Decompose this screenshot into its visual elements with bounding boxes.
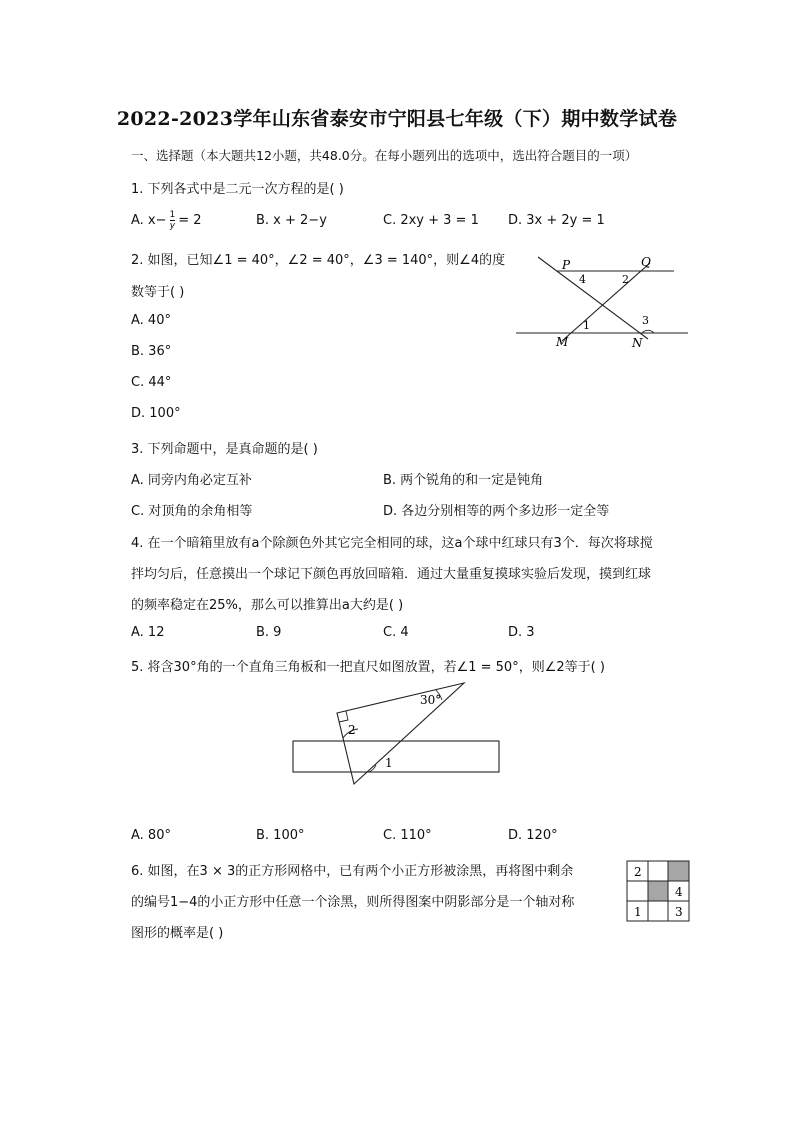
q3-option-a: A. 同旁内角必定互补 (131, 473, 252, 488)
label-30-degrees: 30° (420, 693, 442, 707)
q5-option-a: A. 80° (131, 828, 171, 843)
q3-stem: 3. 下列命题中，是真命题的是( ) (131, 442, 318, 457)
q4-option-a: A. 12 (131, 625, 165, 640)
label-angle1: 1 (385, 756, 393, 770)
q3-option-c: C. 对顶角的余角相等 (131, 504, 253, 519)
q4-option-d: D. 3 (508, 625, 535, 640)
label-m: M (556, 335, 569, 349)
q5-option-c: C. 110° (383, 828, 432, 843)
line-pn (538, 257, 648, 339)
q5-option-d: D. 120° (508, 828, 558, 843)
q1-option-d: D. 3x + 2y = 1 (508, 213, 605, 228)
grid-label-2: 2 (634, 865, 642, 879)
q6-grid-figure (626, 860, 692, 924)
q1-stem: 1. 下列各式中是二元一次方程的是( ) (131, 182, 344, 197)
label-p: P (562, 258, 571, 272)
q3-option-d: D. 各边分别相等的两个多边形一定全等 (383, 504, 610, 519)
label-angle1: 1 (583, 319, 590, 332)
grid-label-1: 1 (634, 905, 642, 919)
label-n: N (632, 336, 643, 350)
page-title: 2022-2023学年山东省泰安市宁阳县七年级（下）期中数学试卷 (116, 108, 678, 130)
q1-option-a (131, 210, 202, 231)
q5-figure-triangle-ruler (290, 678, 505, 788)
grid-label-4: 4 (675, 885, 683, 899)
q1-option-b: B. x + 2−y (256, 213, 327, 228)
q1-fraction-denominator: y (169, 221, 176, 231)
q1-option-a-suffix: = 2 (178, 213, 202, 228)
q2-figure-parallel-lines (512, 250, 692, 350)
q6-line3: 图形的概率是( ) (131, 926, 224, 941)
q6-line1: 6. 如图，在3 × 3的正方形网格中，已有两个小正方形被涂黑，再将图中剩余 (131, 864, 574, 879)
shaded-cell-top-right (668, 861, 689, 881)
q2-option-c: C. 44° (131, 375, 172, 390)
q1-option-a-fraction (170, 210, 176, 231)
q6-line2: 的编号1−4的小正方形中任意一个涂黑，则所得图案中阴影部分是一个轴对称 (131, 895, 575, 910)
q4-option-b: B. 9 (256, 625, 282, 640)
q5-stem: 5. 将含30°角的一个直角三角板和一把直尺如图放置，若∠1 = 50°，则∠2等于( ) (131, 660, 605, 675)
q2-stem-line1: 2. 如图，已知∠1 = 40°，∠2 = 40°，∠3 = 140°，则∠4的度 (131, 253, 506, 268)
label-angle4: 4 (579, 273, 586, 286)
q1-fraction-numerator: 1 (169, 210, 176, 220)
line-qm (562, 263, 650, 341)
grid-label-3: 3 (675, 905, 683, 919)
label-angle3: 3 (642, 314, 649, 327)
q4-line2: 拌均匀后，任意摸出一个球记下颜色再放回暗箱．通过大量重复摸球实验后发现，摸到红球 (131, 567, 652, 582)
shaded-cell-center (648, 881, 668, 901)
q4-line3: 的频率稳定在25%，那么可以推算出a大约是( ) (131, 598, 404, 613)
angle1-arc (369, 765, 376, 772)
q1-option-a-prefix: A. x− (131, 213, 167, 228)
section-heading: 一、选择题（本大题共12小题，共48.0分。在每小题列出的选项中，选出符合题目的一项） (131, 148, 638, 163)
label-q: Q (641, 255, 651, 269)
label-angle2: 2 (348, 723, 356, 737)
q2-option-a: A. 40° (131, 313, 171, 328)
q4-line1: 4. 在一个暗箱里放有a个除颜色外其它完全相同的球，这a个球中红球只有3个．每次将球搅 (131, 536, 653, 551)
q4-option-c: C. 4 (383, 625, 409, 640)
q2-stem-line2: 数等于( ) (131, 285, 185, 300)
q2-option-b: B. 36° (131, 344, 172, 359)
triangle-shape (337, 683, 464, 784)
q3-option-b: B. 两个锐角的和一定是钝角 (383, 473, 544, 488)
q1-option-c: C. 2xy + 3 = 1 (383, 213, 479, 228)
q2-option-d: D. 100° (131, 406, 181, 421)
q5-option-b: B. 100° (256, 828, 305, 843)
label-angle2: 2 (622, 273, 629, 286)
